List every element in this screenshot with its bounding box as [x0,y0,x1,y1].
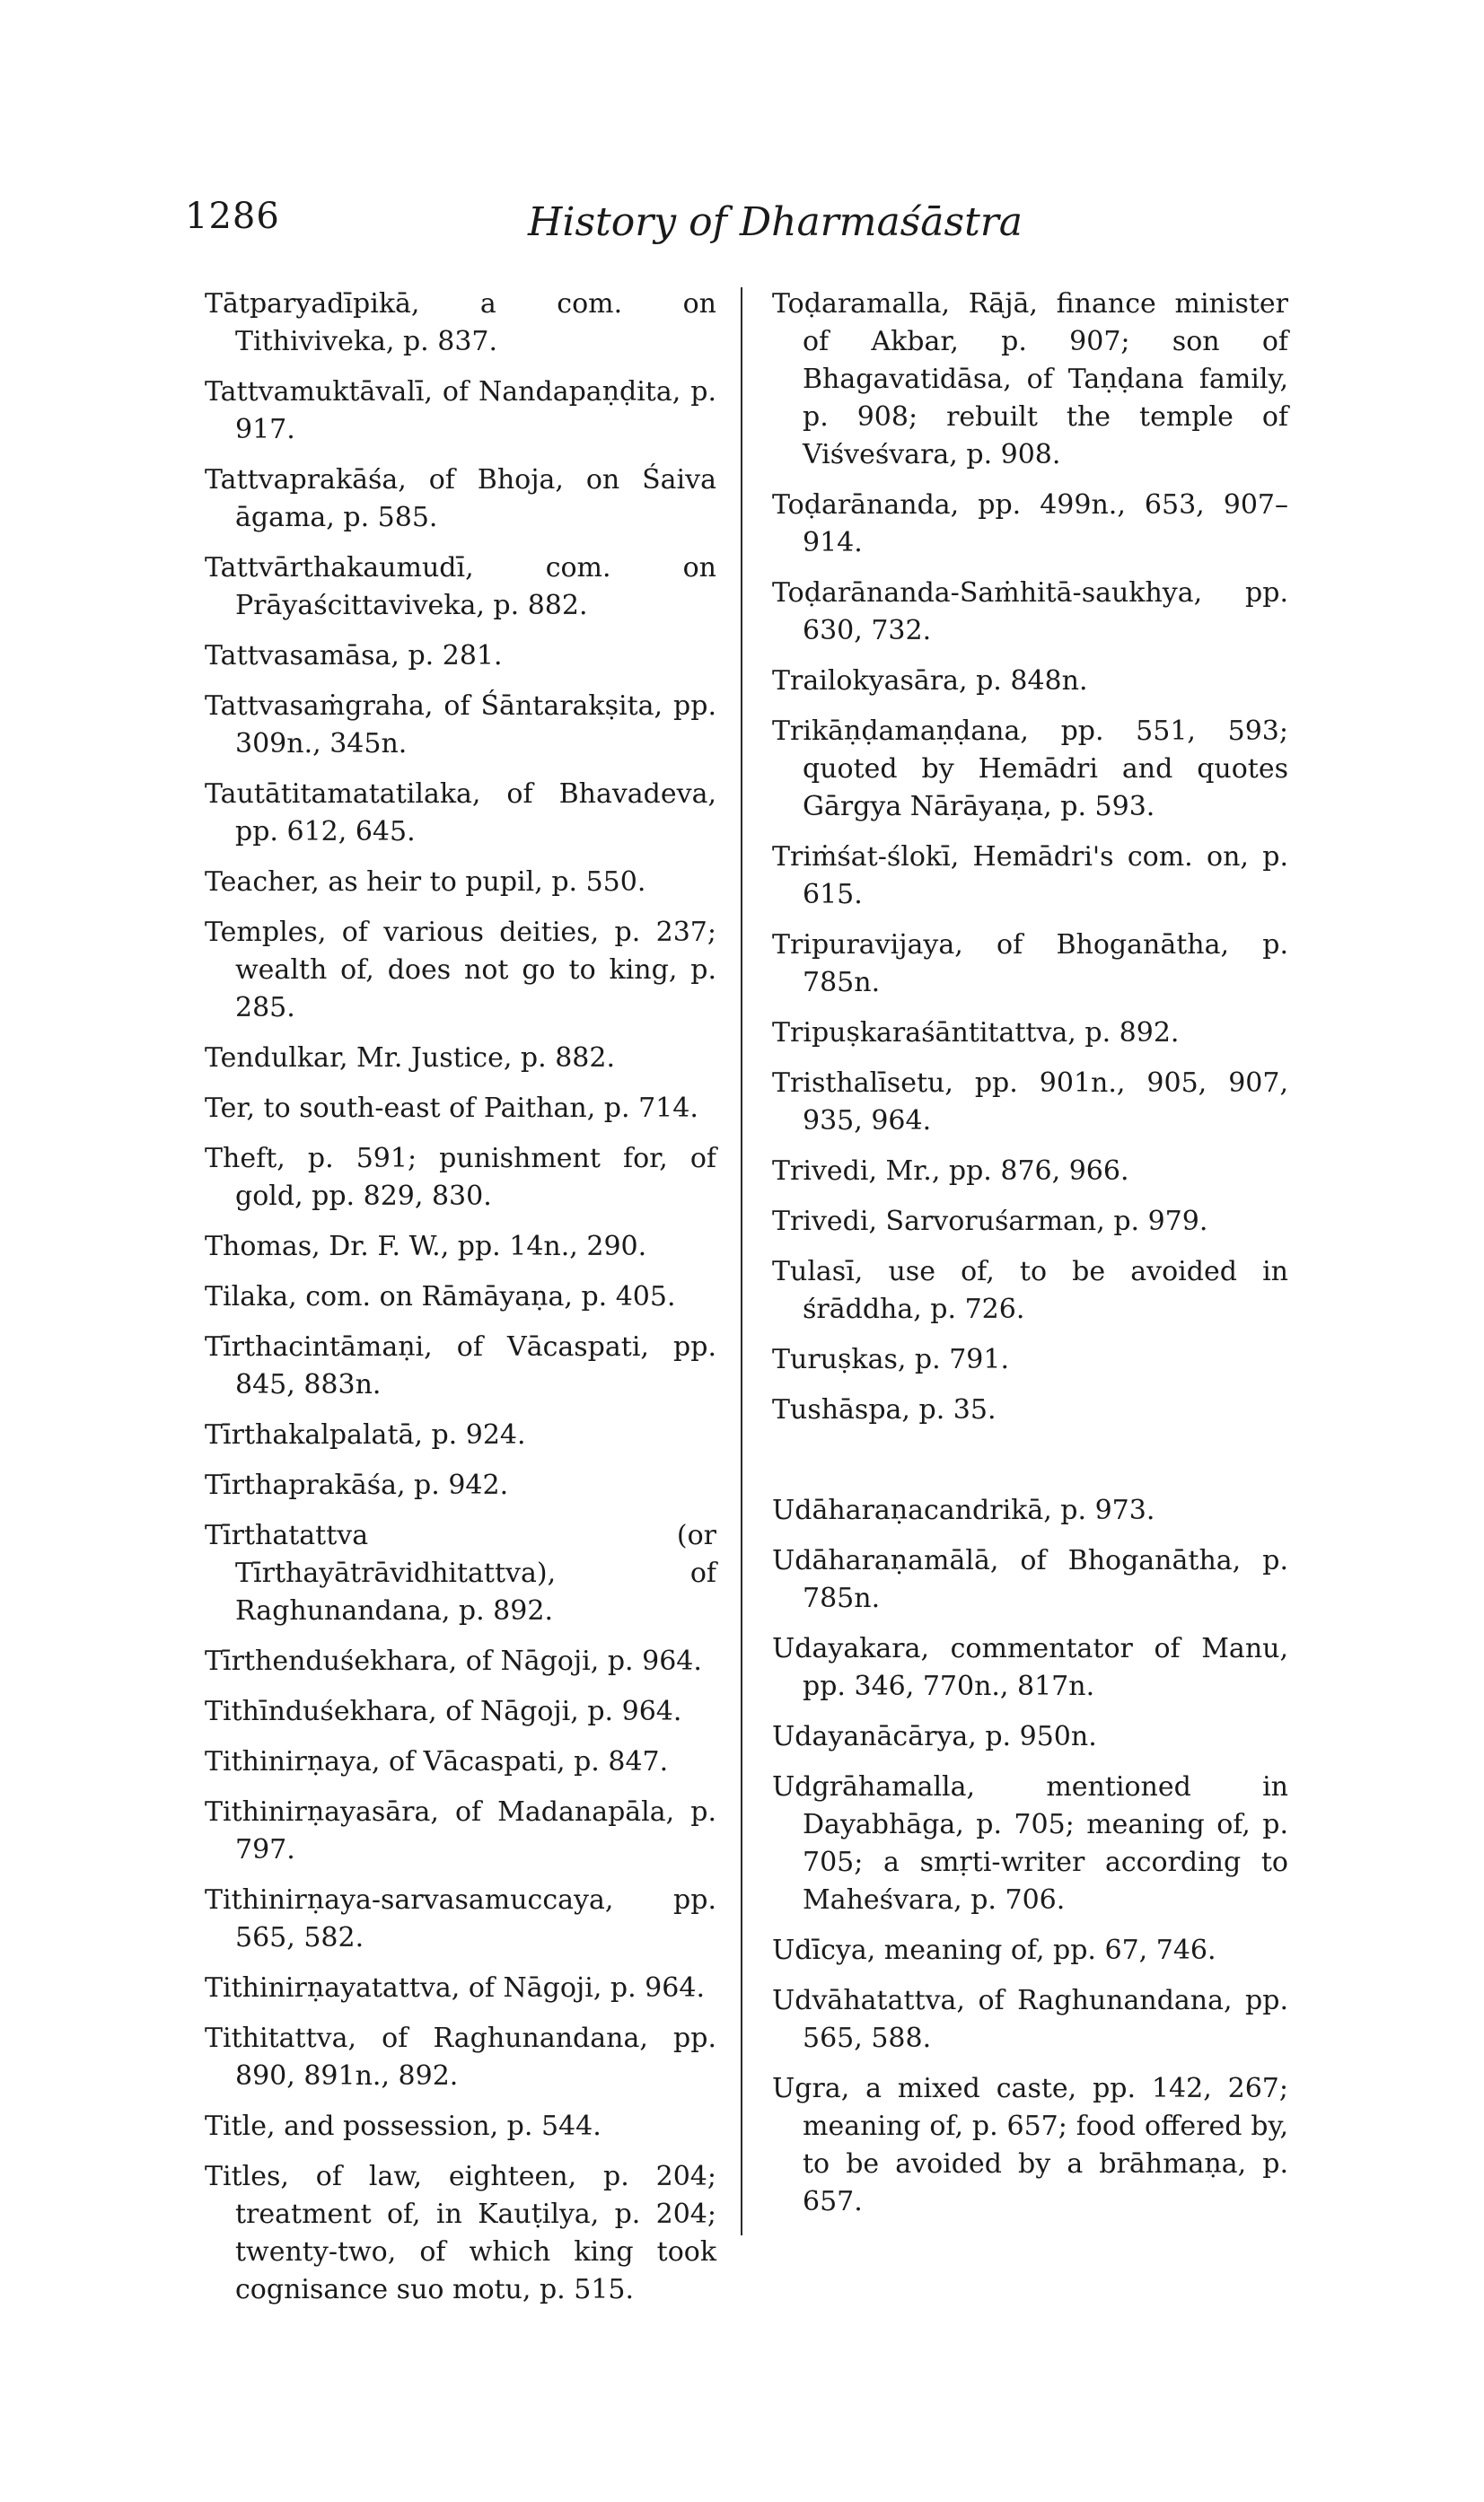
index-entry: Trikāṇḍamaṇḍana, pp. 551, 593; quoted by Hemādri and quotes Gārgya Nārāyaṇa, p. 593. [772,715,1288,822]
index-entry: Tithinirṇayatattva, of Nāgoji, p. 964. [205,1972,705,2004]
index-entry: Tattvamuktāvalī, of Nandapaṇḍita, p. 917. [205,376,716,445]
index-entry: Tithinirṇaya-sarvasamuccaya, pp. 565, 582. [205,1884,716,1953]
index-entry: Udāharaṇamālā, of Bhoganātha, p. 785n. [772,1545,1288,1614]
index-entry: Tattvasaṁgraha, of Śāntarakṣita, pp. 309n., 345n. [205,690,716,759]
index-entry: Tattvasamāsa, p. 281. [205,640,503,672]
index-entry: Teacher, as heir to pupil, p. 550. [205,866,646,898]
index-entry: Triṁśat-ślokī, Hemādri's com. on, p. 615. [772,841,1288,910]
left-index-column [205,285,716,2322]
page-number: 1286 [185,196,280,237]
index-entry: Tilaka, com. on Rāmāyaṇa, p. 405. [205,1281,676,1312]
index-entry: Tushāspa, p. 35. [772,1394,997,1426]
index-entry: Tattvaprakāśa, of Bhoja, on Śaiva āgama, p. 585. [205,464,716,533]
index-entry: Udayakara, commentator of Manu, pp. 346, 770n., 817n. [772,1633,1288,1702]
index-entry: Tīrthenduśekhara, of Nāgoji, p. 964. [205,1646,702,1677]
index-entry: Trailokyasāra, p. 848n. [772,665,1088,697]
index-entry: Tautātitamatatilaka, of Bhavadeva, pp. 612, 645. [205,778,716,847]
index-entry: Trivedi, Mr., pp. 876, 966. [772,1155,1129,1187]
index-entry: Thomas, Dr. F. W., pp. 14n., 290. [205,1231,647,1262]
index-entry: Tīrthacintāmaṇi, of Vācaspati, pp. 845, 883n. [205,1331,716,1400]
index-entry: Tithīnduśekhara, of Nāgoji, p. 964. [205,1696,682,1727]
index-entry: Tattvārthakaumudī, com. on Prāyaścittaviveka, p. 882. [205,552,716,621]
index-entry: Tithitattva, of Raghunandana, pp. 890, 891n., 892. [205,2023,716,2092]
index-entry: Toḍarānanda-Saṁhitā-saukhya, pp. 630, 732. [772,577,1288,646]
index-entry: Title, and possession, p. 544. [205,2111,602,2142]
column-divider [741,287,742,2235]
index-entry: Udīcya, meaning of, pp. 67, 746. [772,1935,1216,1966]
index-entry: Tristhalīsetu, pp. 901n., 905, 907, 935, 964. [772,1067,1288,1137]
index-entry: Ter, to south-east of Paithan, p. 714. [205,1093,698,1124]
index-entry: Tendulkar, Mr. Justice, p. 882. [205,1042,615,1074]
index-entry: Toḍaramalla, Rājā, finance minister of Akbar, p. 907; son of Bhagavatidāsa, of Taṇḍana family, p. 908; rebuilt the temple of Viśveśvara, p. 908. [772,288,1288,470]
index-entry: Tulasī, use of, to be avoided in śrāddha, p. 726. [772,1256,1288,1325]
index-entry: Tithinirṇaya, of Vācaspati, p. 847. [205,1746,669,1778]
index-entry: Udayanācārya, p. 950n. [772,1721,1097,1752]
index-entry: Tithinirṇayasāra, of Madanapāla, p. 797. [205,1796,716,1866]
index-entry: Turuṣkas, p. 791. [772,1344,1009,1375]
index-entry: Udgrāhamalla, mentioned in Dayabhāga, p. 705; meaning of, p. 705; a smṛti-writer according to Maheśvara, p. 706. [772,1771,1288,1916]
index-entry: Tātparyadīpikā, a com. on Tithiviveka, p. 837. [205,288,716,357]
index-entry: Trivedi, Sarvoruśarman, p. 979. [772,1206,1208,1237]
index-entry: Tripuravijaya, of Bhoganātha, p. 785n. [772,929,1288,998]
running-title: History of Dharmaśāstra [528,199,1023,245]
index-entry: Theft, p. 591; punishment for, of gold, pp. 829, 830. [205,1143,716,1212]
index-entry: Udāharaṇacandrikā, p. 973. [772,1495,1155,1526]
index-entry: Udvāhatattva, of Raghunandana, pp. 565, 588. [772,1985,1288,2054]
index-entry: Titles, of law, eighteen, p. 204; treatment of, in Kauṭilya, p. 204; twenty-two, of which king took cognisance suo motu, p. 515. [205,2161,716,2305]
index-entry: Toḍarānanda, pp. 499n., 653, 907–914. [772,489,1288,558]
index-entry: Tripuṣkaraśāntitattva, p. 892. [772,1017,1180,1049]
index-entry: Tīrthaprakāśa, p. 942. [205,1470,509,1501]
right-index-column [772,285,1288,2234]
index-entry: Ugra, a mixed caste, pp. 142, 267; meaning of, p. 657; food offered by, to be avoided by a brāhmaṇa, p. 657. [772,2073,1288,2217]
index-entry: Temples, of various deities, p. 237; wealth of, does not go to king, p. 285. [205,917,716,1023]
index-entry: Tīrthatattva (or Tīrthayātrāvidhitattva), of Raghunandana, p. 892. [205,1520,716,1627]
index-entry: Tīrthakalpalatā, p. 924. [205,1419,526,1451]
